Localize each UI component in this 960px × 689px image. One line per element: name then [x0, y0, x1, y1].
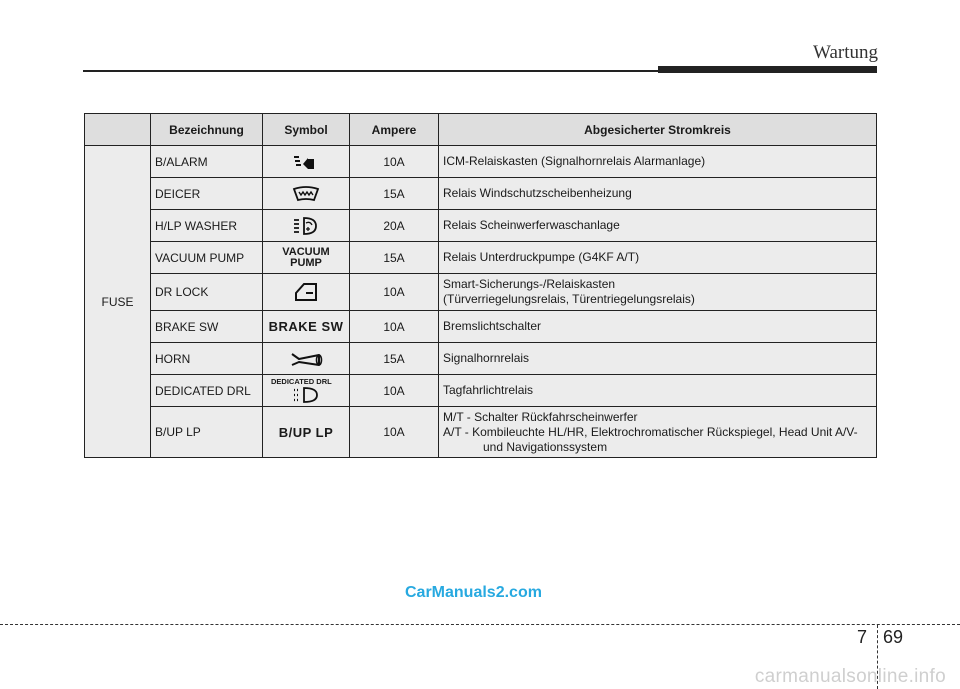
chapter-number: 7 — [857, 627, 868, 647]
section-title: Wartung — [813, 42, 878, 63]
fuse-name: DEDICATED DRL — [151, 375, 263, 407]
fuse-ampere: 10A — [350, 407, 439, 458]
circuit-line: Tagfahrlichtrelais — [443, 383, 534, 397]
fuse-table — [84, 113, 877, 458]
table-row — [85, 210, 877, 242]
fuse-ampere: 15A — [350, 242, 439, 274]
fuse-symbol — [263, 210, 350, 242]
circuit-line: (Türverriegelungsrelais, Türentriegelungsrelais) — [443, 292, 695, 306]
fuse-symbol — [263, 311, 350, 343]
header-rule-accent — [658, 66, 877, 73]
fuse-name: VACUUM PUMP — [151, 242, 263, 274]
circuit-line: A/T - Kombileuchte HL/HR, Elektrochromatischer Rückspiegel, Head Unit A/V- — [443, 424, 858, 439]
table-row — [85, 343, 877, 375]
table-row — [85, 146, 877, 178]
fuse-circuit — [439, 375, 877, 407]
fuse-name: H/LP WASHER — [151, 210, 263, 242]
fuse-symbol — [263, 242, 350, 274]
table-row — [85, 311, 877, 343]
vacuum-pump-symbol-text — [282, 247, 329, 269]
fuse-group-label: FUSE — [85, 146, 151, 458]
symbol-text-line: VACUUM — [282, 245, 330, 258]
daytime-running-light-icon — [291, 386, 321, 404]
table-row — [85, 375, 877, 407]
backup-lamp-symbol-text: B/UP LP — [278, 424, 334, 440]
table-header-row — [85, 114, 877, 146]
circuit-line: Signalhornrelais — [443, 351, 530, 365]
fuse-name: DR LOCK — [151, 274, 263, 311]
page-number: 69 — [883, 627, 904, 647]
column-header: Abgesicherter Stromkreis — [439, 114, 877, 146]
fuse-circuit — [439, 210, 877, 242]
fuse-circuit — [439, 274, 877, 311]
footer-rule — [0, 624, 960, 625]
fuse-circuit — [439, 146, 877, 178]
site-watermark: carmanualsonline.info — [754, 666, 946, 687]
fuse-ampere: 10A — [350, 146, 439, 178]
column-header — [85, 114, 151, 146]
windshield-deicer-icon — [292, 186, 320, 202]
circuit-line: Smart-Sicherungs-/Relaiskasten — [443, 277, 616, 291]
fuse-ampere: 10A — [350, 274, 439, 311]
fuse-name: DEICER — [151, 178, 263, 210]
table-row — [85, 178, 877, 210]
column-header: Ampere — [350, 114, 439, 146]
fuse-symbol — [263, 146, 350, 178]
column-header: Symbol — [263, 114, 350, 146]
circuit-line: und Navigationssystem — [483, 439, 608, 454]
fuse-circuit — [439, 407, 877, 458]
column-header: Bezeichnung — [151, 114, 263, 146]
circuit-line: Bremslichtschalter — [443, 319, 542, 333]
circuit-line: ICM-Relaiskasten (Signalhornrelais Alarmanlage) — [443, 154, 706, 168]
fuse-symbol — [263, 407, 350, 458]
fuse-ampere: 15A — [350, 343, 439, 375]
fuse-name: HORN — [151, 343, 263, 375]
table-row — [85, 274, 877, 311]
fuse-symbol — [263, 274, 350, 311]
circuit-line: M/T - Schalter Rückfahrscheinwerfer — [443, 409, 638, 424]
fuse-symbol — [263, 178, 350, 210]
fuse-circuit — [439, 242, 877, 274]
headlamp-washer-icon — [292, 216, 320, 236]
fuse-ampere: 10A — [350, 311, 439, 343]
fuse-ampere: 20A — [350, 210, 439, 242]
symbol-text-line: PUMP — [290, 256, 322, 269]
fuse-name: B/ALARM — [151, 146, 263, 178]
fuse-circuit — [439, 311, 877, 343]
fuse-circuit — [439, 343, 877, 375]
horn-icon — [289, 350, 323, 368]
watermark-link[interactable]: CarManuals2.com — [405, 584, 542, 601]
fuse-symbol — [263, 343, 350, 375]
fuse-circuit — [439, 178, 877, 210]
fuse-name: B/UP LP — [151, 407, 263, 458]
fuse-symbol — [263, 375, 350, 407]
brake-sw-symbol-text: BRAKE SW — [268, 319, 344, 334]
table-row — [85, 242, 877, 274]
fuse-ampere: 10A — [350, 375, 439, 407]
circuit-line: Relais Scheinwerferwaschanlage — [443, 218, 620, 232]
table-row — [85, 407, 877, 458]
fuse-ampere: 15A — [350, 178, 439, 210]
alarm-horn-icon — [292, 153, 320, 171]
circuit-line: Relais Windschutzscheibenheizung — [443, 186, 632, 200]
fuse-name: BRAKE SW — [151, 311, 263, 343]
drl-symbol-text: DEDICATED DRL — [271, 377, 332, 386]
door-lock-icon — [293, 281, 319, 303]
circuit-line: Relais Unterdruckpumpe (G4KF A/T) — [443, 250, 640, 264]
